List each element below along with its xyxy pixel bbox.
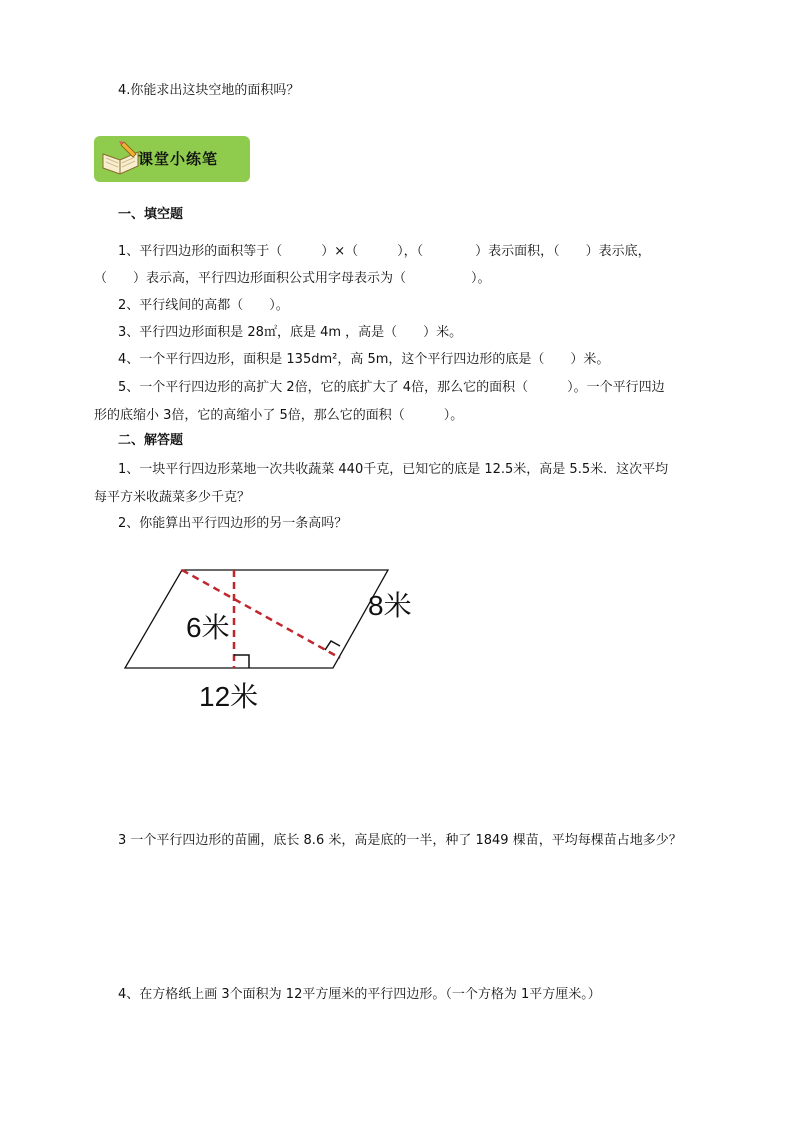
fill-item-3: 3、平行四边形面积是 28㎡，底是 4m ，高是（ ）米。	[118, 325, 463, 340]
section-1-heading: 一、填空题	[118, 207, 184, 222]
solve-q2: 2、你能算出平行四边形的另一条高吗？	[118, 516, 348, 531]
solve-q1-line2: 每平方米收蔬菜多少千克？	[94, 490, 251, 505]
side-label: 8米	[368, 590, 412, 621]
parallelogram-shape	[125, 570, 388, 668]
solve-q1-line1: 1、一块平行四边形菜地一次共收蔬菜 440千克，已知它的底是 12.5米，高是 5.5米．这次平均	[118, 462, 669, 477]
question-4-top: 4.你能求出这块空地的面积吗？	[118, 83, 300, 98]
fill-item-2: 2、平行线间的高都（ ）。	[118, 298, 289, 313]
right-angle-mark-side	[325, 641, 340, 650]
right-angle-mark-base	[234, 655, 249, 668]
height-label: 6米	[186, 612, 230, 643]
banner-title: 课堂小练笔	[138, 150, 219, 168]
fill-item-5a: 5、一个平行四边形的高扩大 2倍，它的底扩大了 4倍，那么它的面积（ ）。一个平行四边	[118, 380, 665, 395]
solve-q4: 4、在方格纸上画 3个面积为 12平方厘米的平行四边形。（一个方格为 1平方厘米。）	[118, 987, 601, 1002]
fill-item-4: 4、一个平行四边形，面积是 135dm²，高 5m，这个平行四边形的底是（ ）米。	[118, 352, 610, 367]
base-label: 12米	[199, 681, 259, 712]
fill-item-1b: （ ）表示高，平行四边形面积公式用字母表示为（ ）。	[94, 271, 491, 286]
section-banner	[94, 136, 250, 182]
parallelogram-figure	[110, 560, 430, 720]
section-2-heading: 二、解答题	[118, 433, 184, 448]
solve-q3: 3 一个平行四边形的苗圃，底长 8.6 米，高是底的一半，种了 1849 棵苗，平均每棵苗占地多少？	[118, 833, 682, 848]
fill-item-1a: 1、平行四边形的面积等于（ ）×（ ），（ ）表示面积，（ ）表示底，	[118, 244, 651, 259]
fill-item-5b: 形的底缩小 3倍，它的高缩小了 5倍，那么它的面积（ ）。	[94, 408, 464, 423]
